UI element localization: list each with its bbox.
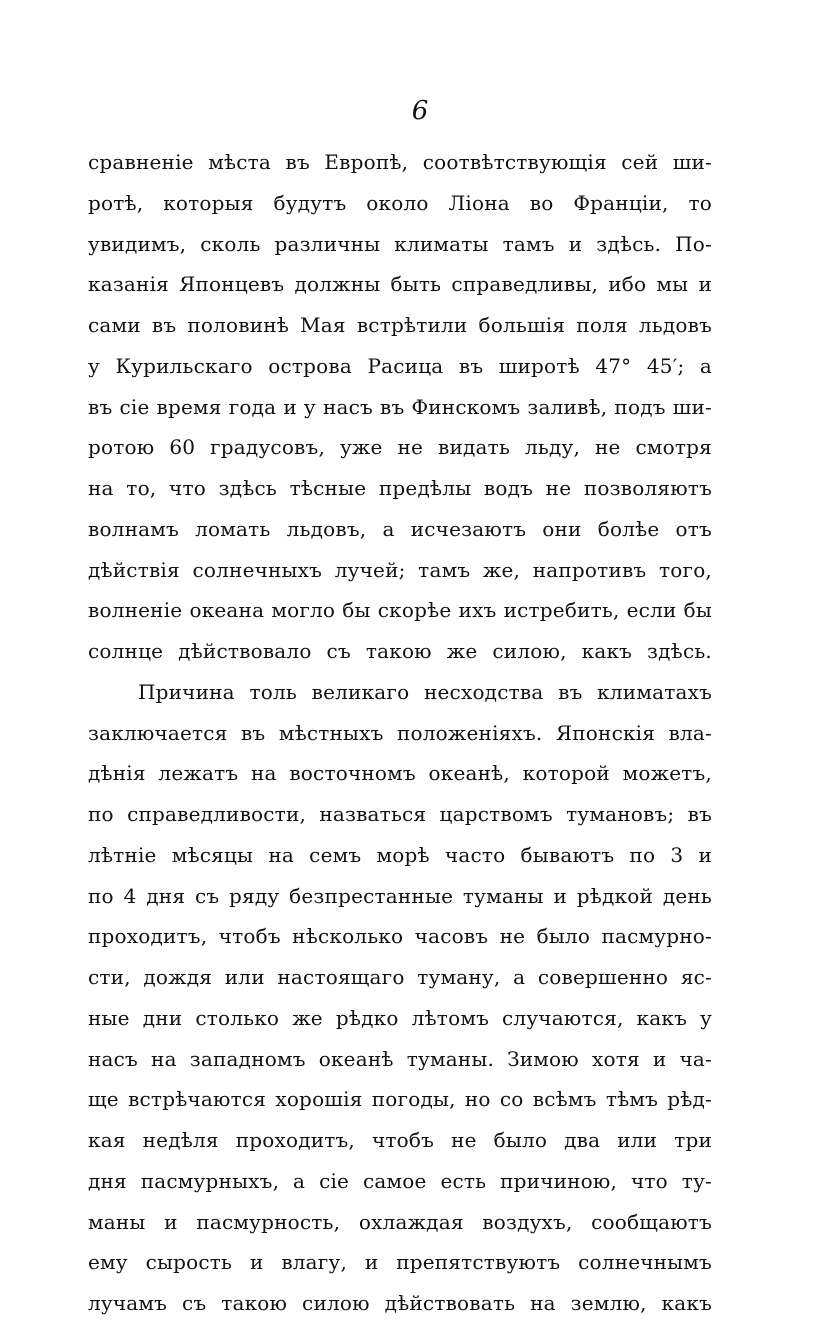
text-line: дѣйствія солнечныхъ лучей; тамъ же, напротивъ того, xyxy=(88,557,712,582)
text-line: по справедливости, назваться царствомъ тумановъ; въ xyxy=(88,802,712,826)
text-line: маны и пасмурность, охлаждая воздухъ, сообщаютъ xyxy=(88,1209,712,1234)
text-line: по 4 дня съ ряду безпрестанные туманы и рѣдкой день xyxy=(88,883,712,908)
text-line: увидимъ, сколь различны климаты тамъ и здѣсь. По- xyxy=(88,231,712,256)
body-text xyxy=(88,142,712,1324)
text-line: ще встрѣчаются хорошія погоды, но со всѣмъ тѣмъ рѣд- xyxy=(88,1087,712,1112)
text-line: лѣтніе мѣсяцы на семъ морѣ часто бываютъ по 3 и xyxy=(88,842,712,867)
text-line: заключается въ мѣстныхъ положеніяхъ. Японскія вла- xyxy=(88,720,712,745)
text-line: ные дни столько же рѣдко лѣтомъ случаются, какъ у xyxy=(88,1005,712,1030)
text-line: дѣнія лежатъ на восточномъ океанѣ, которой можетъ, xyxy=(88,761,712,786)
text-line: лучамъ съ такою силою дѣйствовать на землю, какъ xyxy=(88,1291,712,1315)
text-line: сами въ половинѣ Мая встрѣтили большія поля льдовъ xyxy=(88,313,712,337)
text-line: ротѣ, которыя будутъ около Ліона во Франціи, то xyxy=(88,190,712,215)
paragraph-first-line: Причина толь великаго несходства въ климатахъ xyxy=(138,679,712,704)
text-line: кая недѣля проходитъ, чтобъ не было два или три xyxy=(88,1128,712,1152)
text-line: проходитъ, чтобъ нѣсколько часовъ не было пасмурно- xyxy=(88,924,712,949)
page-number: 6 xyxy=(411,96,429,126)
text-line: казанія Японцевъ должны быть справедливы, ибо мы и xyxy=(88,272,712,297)
text-line: дня пасмурныхъ, а сіе самое есть причиною, что ту- xyxy=(88,1168,712,1193)
text-line: волнамъ ломать льдовъ, а исчезаютъ они болѣе отъ xyxy=(88,516,712,541)
text-line: ему сырость и влагу, и препятствуютъ солнечнымъ xyxy=(88,1250,712,1275)
text-line: ротою 60 градусовъ, уже не видать льду, не смотря xyxy=(88,435,712,460)
text-line: сти, дождя или настоящаго туману, а совершенно яс- xyxy=(88,965,712,989)
text-line: у Курильскаго острова Расица въ широтѣ 47° 45′; а xyxy=(88,353,712,378)
text-line: волненіе океана могло бы скорѣе ихъ истребить, если бы xyxy=(88,598,712,623)
text-line: солнце дѣйствовало съ такою же силою, какъ здѣсь. xyxy=(88,639,712,663)
text-line: насъ на западномъ океанѣ туманы. Зимою хотя и ча- xyxy=(88,1046,712,1071)
text-line: сравненіе мѣста въ Европѣ, соотвѣтствующія сей ши- xyxy=(88,150,712,174)
text-line: въ сіе время года и у насъ въ Финскомъ заливѣ, подъ ши- xyxy=(88,394,712,419)
text-line: на то, что здѣсь тѣсные предѣлы водъ не позволяютъ xyxy=(88,476,712,500)
